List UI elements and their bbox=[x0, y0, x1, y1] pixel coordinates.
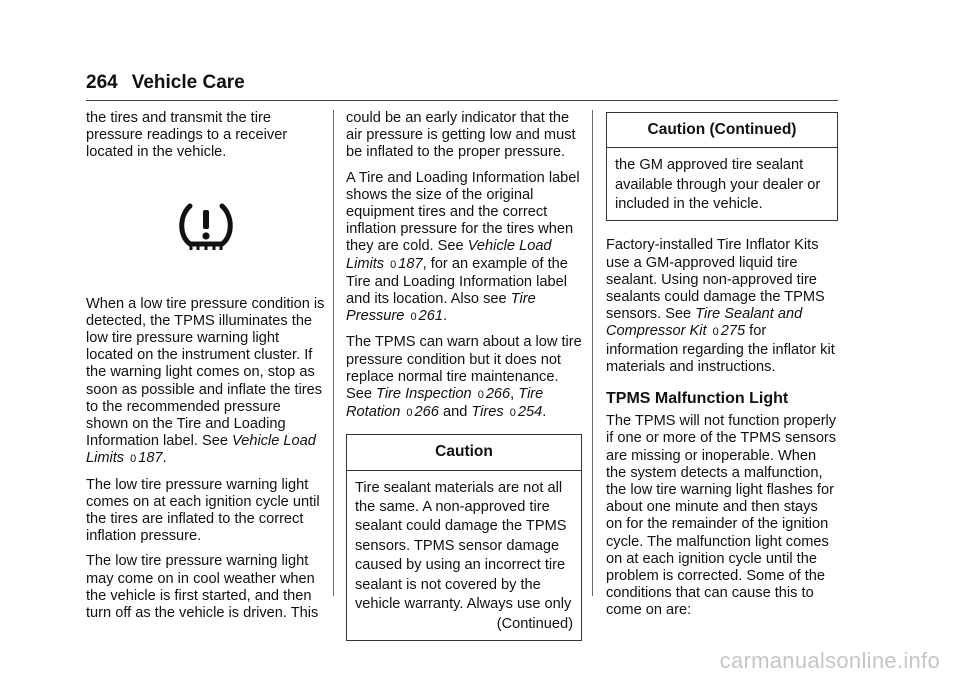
header-rule bbox=[86, 100, 838, 101]
caution-text: Tire sealant materials are not all the same. A non-approved tire sealant could damage the TPMS sensors. TPMS sensor damage caused by using an incorrect tire sealant is not covered by the vehicle warranty. Always use only bbox=[355, 479, 572, 613]
column-2 bbox=[346, 110, 582, 641]
column-1 bbox=[86, 110, 326, 630]
page-arrow-icon: 0 bbox=[477, 389, 484, 402]
cross-reference-link[interactable]: Vehicle Load Limits bbox=[346, 238, 552, 272]
caution-box bbox=[346, 434, 582, 640]
section-title: Vehicle Care bbox=[131, 72, 245, 93]
column-divider-1 bbox=[333, 110, 334, 596]
paragraph: The low tire pressure warning light may come on in cool weather when the vehicle is first started, and then turn off as the vehicle is driven. This bbox=[86, 553, 319, 622]
caution-title: Caution (Continued) bbox=[607, 113, 837, 148]
caution-body bbox=[347, 471, 581, 640]
paragraph: The low tire pressure warning light comes on at each ignition cycle until the tires are inflated to the correct inflation pressure. bbox=[86, 476, 320, 545]
tire-pressure-warning-icon bbox=[86, 170, 326, 286]
paragraph: could be an early indicator that the air pressure is getting low and must be inflated to the proper pressure. bbox=[346, 110, 576, 161]
paragraph: The TPMS will not function properly if one or more of the TPMS sensors are missing or inoperable. When the system detects a malfunction, the low tire warning light flashes for about one minute and then stays on for the remainder of the ignition cycle. The malfunction light comes on at each ignition cycle until the problem is corrected. Some of the conditions that can cause this to come on are: bbox=[606, 413, 837, 619]
page-reference[interactable]: 266 bbox=[485, 386, 511, 403]
caution-title: Caution bbox=[347, 435, 581, 470]
cross-reference-link[interactable]: Tire Inspection bbox=[376, 386, 472, 403]
page-arrow-icon: 0 bbox=[390, 258, 397, 271]
caution-box-continued bbox=[606, 112, 838, 221]
page-reference[interactable]: 266 bbox=[414, 404, 439, 421]
caution-body: the GM approved tire sealant available through your dealer or included in the vehicle. bbox=[615, 157, 821, 213]
page-reference[interactable]: 261 bbox=[418, 308, 443, 325]
continued-label: (Continued) bbox=[496, 615, 573, 632]
page-reference[interactable]: 275 bbox=[720, 323, 746, 340]
column-divider-2 bbox=[592, 110, 593, 596]
cross-reference-link[interactable]: Tire Sealant and Compressor Kit bbox=[606, 306, 803, 340]
page-arrow-icon: 0 bbox=[712, 326, 719, 339]
cross-reference-link[interactable]: Vehicle Load Limits bbox=[86, 433, 316, 467]
page-reference[interactable]: 187 bbox=[398, 255, 423, 272]
page-arrow-icon: 0 bbox=[509, 407, 516, 420]
section-subheading: TPMS Malfunction Light bbox=[606, 390, 789, 408]
column-3 bbox=[606, 110, 838, 628]
paragraph: the tires and transmit the tire pressure readings to a receiver located in the vehicle. bbox=[86, 110, 288, 161]
paragraph: The TPMS can warn about a low tire pressure condition but it does not replace normal tire maintenance. See Tire Inspection 0 266, Tire Rotation 0 266 and Tires 0 254. bbox=[346, 334, 582, 421]
cross-reference-link[interactable]: Tires bbox=[471, 404, 504, 421]
page-arrow-icon: 0 bbox=[406, 407, 413, 420]
page-number: 264 bbox=[86, 72, 118, 93]
cross-reference-link[interactable]: Tire Rotation bbox=[346, 386, 544, 421]
page-reference[interactable]: 187 bbox=[138, 450, 163, 467]
cross-reference-link[interactable]: Tire Pressure bbox=[346, 291, 536, 325]
page-arrow-icon: 0 bbox=[410, 311, 417, 324]
page-header bbox=[86, 72, 245, 94]
page-reference[interactable]: 254 bbox=[517, 404, 543, 421]
page-arrow-icon: 0 bbox=[130, 453, 137, 466]
site-watermark: carmanualsonline.info bbox=[719, 648, 940, 673]
paragraph: A Tire and Loading Information label shows the size of the original equipment tires and the correct inflation pressure for the tires when they are cold. See Vehicle Load Limits 0 187, for an example of the Tire and Loading Information label and its location. Also see Tire Pressure 0 261. bbox=[346, 169, 580, 325]
paragraph: When a low tire pressure condition is detected, the TPMS illuminates the low tire pressure warning light located on the instrument cluster. If the warning light comes on, stop as soon as possible and inflate the tires to the recommended pressure shown on the Tire and Loading Information label. See Vehicle Load Limits 0 187. bbox=[86, 295, 325, 467]
paragraph: Factory-installed Tire Inflator Kits use a GM-approved liquid tire sealant. Using non-approved tire sealants could damage the TPMS sensors. See Tire Sealant and Compressor Kit 0 275 for information regarding the inflator kit materials and instructions. bbox=[606, 237, 835, 375]
